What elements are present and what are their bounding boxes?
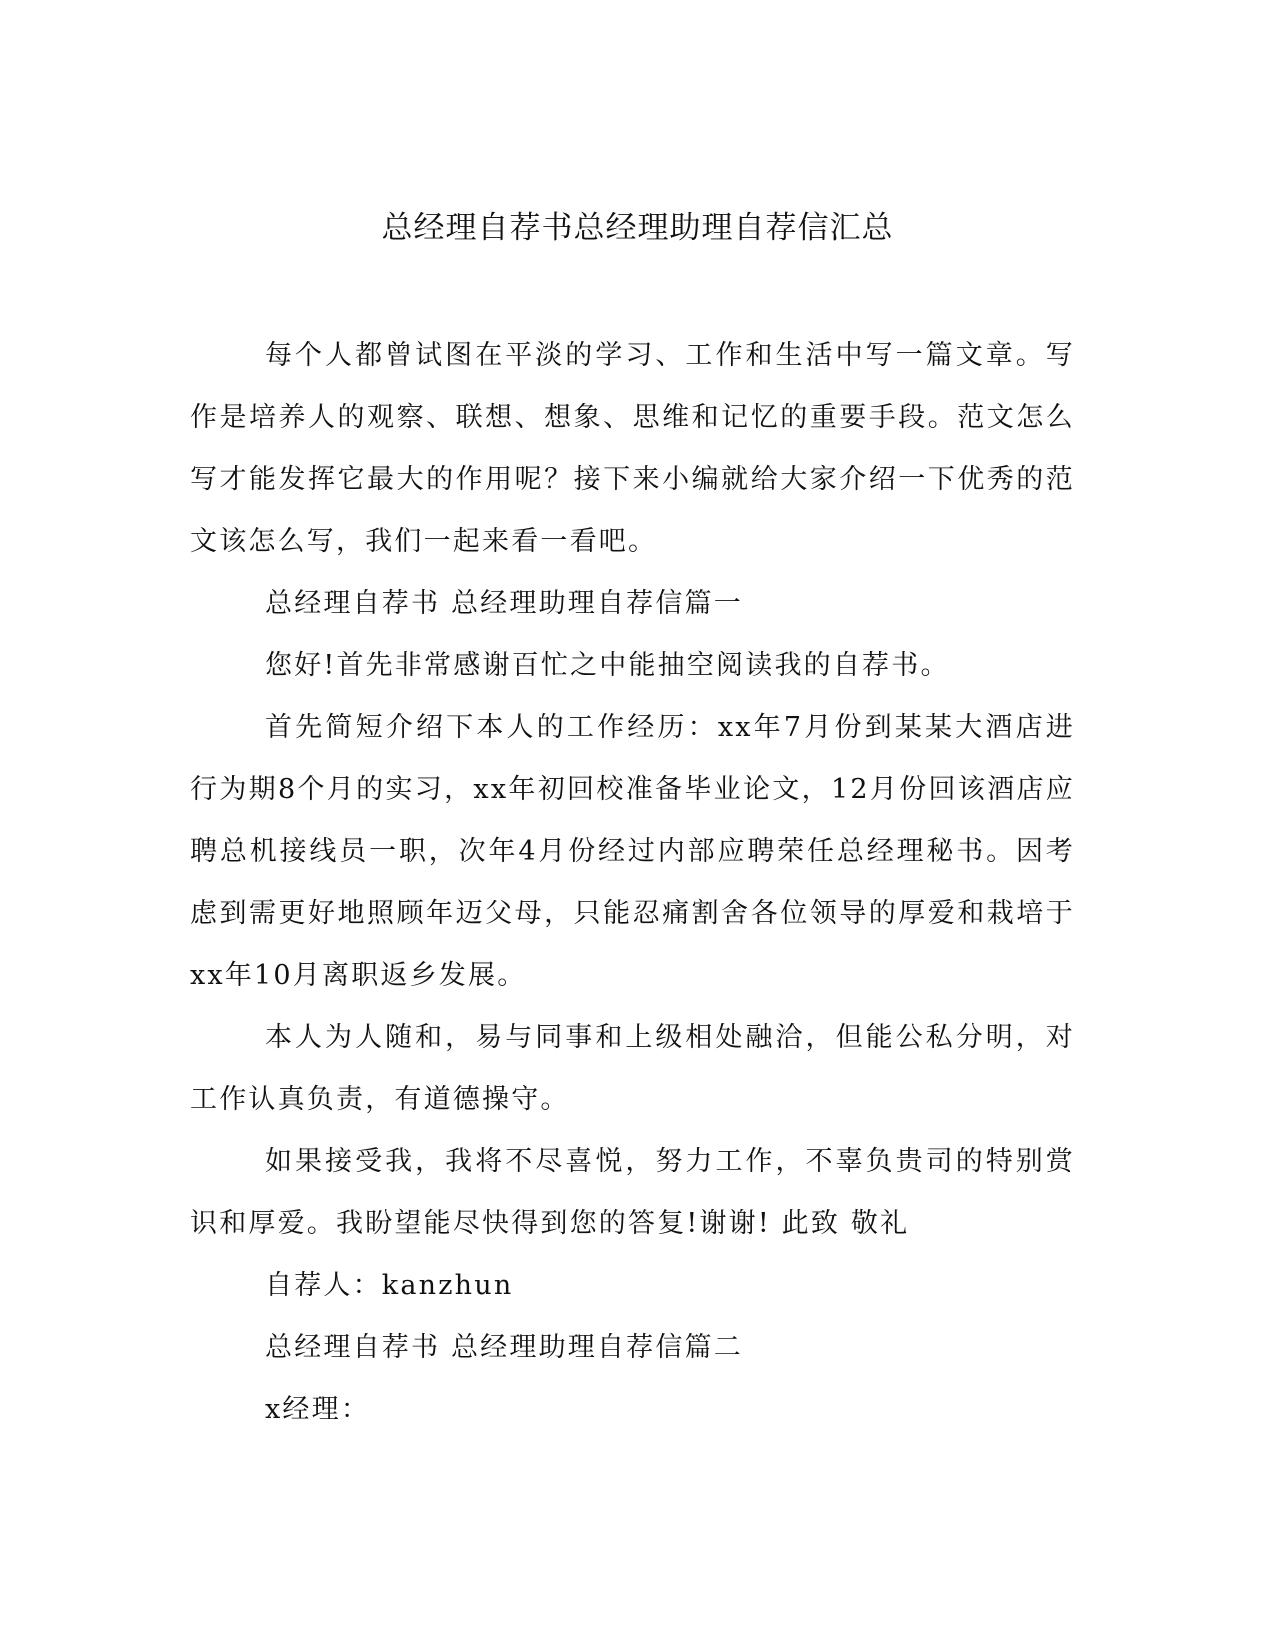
intro-paragraph: 每个人都曾试图在平淡的学习、工作和生活中写一篇文章。写作是培养人的观察、联想、想象、思维和记忆的重要手段。范文怎么写才能发挥它最大的作用呢？接下来小编就给大家介绍一下优秀的范文该怎么写，我们一起来看一看吧。 xyxy=(190,340,1075,557)
document-title: 总经理自荐书总经理助理自荐信汇总 xyxy=(381,210,894,246)
personality-paragraph: 本人为人随和，易与同事和上级相处融洽，但能公私分明，对工作认真负责，有道德操守。 xyxy=(190,1022,1075,1115)
document-body xyxy=(190,325,1075,1441)
salutation-line: x经理： xyxy=(265,1394,371,1425)
closing-paragraph: 如果接受我，我将不尽喜悦，努力工作，不辜负贵司的特别赏识和厚爱。我盼望能尽快得到您的答复!谢谢! 此致 敬礼 xyxy=(190,1146,1075,1239)
section-heading-1: 总经理自荐书 总经理助理自荐信篇一 xyxy=(265,588,743,619)
greeting-paragraph: 您好!首先非常感谢百忙之中能抽空阅读我的自荐书。 xyxy=(265,650,950,681)
experience-paragraph: 首先简短介绍下本人的工作经历：xx年7月份到某某大酒店进行为期8个月的实习，xx年初回校准备毕业论文，12月份回该酒店应聘总机接线员一职，次年4月份经过内部应聘荣任总经理秘书。因考虑到需更好地照顾年迈父母，只能忍痛割舍各位领导的厚爱和栽培于xx年10月离职返乡发展。 xyxy=(190,712,1075,991)
section-heading-2: 总经理自荐书 总经理助理自荐信篇二 xyxy=(265,1332,743,1363)
signature-line: 自荐人：kanzhun xyxy=(265,1270,514,1301)
